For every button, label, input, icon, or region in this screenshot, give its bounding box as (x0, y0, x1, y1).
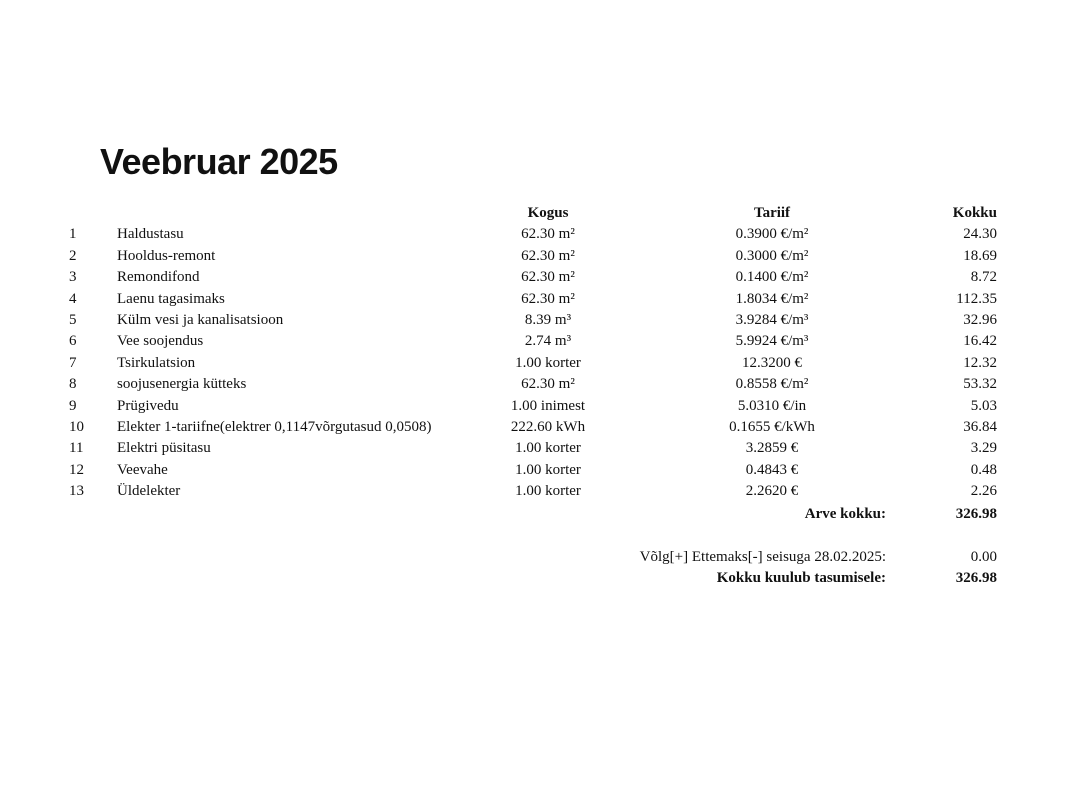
row-total: 53.32 (963, 376, 997, 393)
row-name: Tsirkulatsion (117, 354, 196, 371)
table-row (0, 438, 1066, 459)
row-tariff: 12.3200 € (742, 354, 802, 371)
row-number: 4 (69, 290, 77, 307)
row-tariff: 0.3000 €/m² (735, 247, 809, 264)
row-total: 32.96 (963, 312, 997, 328)
row-tariff: 0.1400 €/m² (735, 269, 809, 286)
row-total: 16.42 (963, 333, 997, 350)
row-quantity: 62.30 m² (521, 290, 575, 307)
row-tariff: 0.1655 €/kWh (729, 419, 815, 435)
row-total: 36.84 (963, 419, 997, 435)
payable-value: 326.98 (955, 570, 997, 586)
row-tariff: 1.8034 €/m² (735, 290, 809, 307)
debt-row (0, 547, 1066, 568)
table-row (0, 289, 1066, 310)
row-tariff: 2.2620 € (745, 483, 799, 500)
row-quantity: 1.00 korter (515, 440, 581, 457)
row-number: 6 (69, 333, 77, 350)
row-tariff: 5.9924 €/m³ (735, 333, 809, 350)
row-quantity: 62.30 m² (521, 376, 575, 393)
row-quantity: 62.30 m² (521, 247, 575, 264)
row-name: Haldustasu (117, 226, 184, 243)
row-tariff: 3.2859 € (745, 440, 799, 457)
row-name: Üldelekter (117, 483, 181, 500)
row-total: 5.03 (970, 397, 997, 414)
row-name: Remondifond (117, 269, 200, 286)
table-row (0, 481, 1066, 502)
table-row (0, 417, 1066, 438)
table-row (0, 374, 1066, 395)
row-name: Hooldus-remont (117, 247, 216, 264)
row-name: Elektri püsitasu (117, 440, 211, 457)
row-tariff: 3.9284 €/m³ (735, 312, 809, 328)
row-total: 0.48 (970, 461, 997, 478)
row-quantity: 2.74 m³ (524, 333, 572, 350)
row-total: 3.29 (970, 440, 997, 457)
row-total: 112.35 (956, 290, 997, 307)
bill-total-label: Arve kokku: (804, 506, 886, 522)
row-name: Külm vesi ja kanalisatsioon (117, 312, 284, 328)
row-name: Vee soojendus (117, 333, 204, 350)
row-quantity: 1.00 korter (515, 461, 581, 478)
row-number: 8 (69, 376, 77, 393)
table-row (0, 460, 1066, 481)
row-quantity: 62.30 m² (521, 226, 575, 243)
row-total: 8.72 (970, 269, 997, 286)
row-name: soojusenergia kütteks (117, 376, 247, 393)
row-number: 2 (69, 247, 77, 264)
row-quantity: 62.30 m² (521, 269, 575, 286)
row-tariff: 0.3900 €/m² (735, 226, 809, 243)
header-quantity: Kogus (527, 205, 569, 221)
row-quantity: 1.00 korter (515, 483, 581, 500)
row-quantity: 1.00 korter (515, 354, 581, 371)
header-total: Kokku (952, 205, 997, 221)
debt-label: Võlg[+] Ettemaks[-] seisuga 28.02.2025: (639, 549, 886, 565)
row-tariff: 5.0310 €/in (737, 397, 807, 414)
bill-total-value: 326.98 (955, 506, 997, 522)
row-total: 18.69 (963, 247, 997, 264)
row-number: 7 (69, 354, 77, 371)
table-row (0, 224, 1066, 245)
row-total: 12.32 (963, 354, 997, 371)
table-row (0, 246, 1066, 267)
row-name: Veevahe (117, 461, 168, 478)
row-total: 24.30 (963, 226, 997, 243)
row-number: 3 (69, 269, 77, 286)
payable-label: Kokku kuulub tasumisele: (716, 570, 886, 586)
row-number: 11 (69, 440, 84, 457)
row-name: Laenu tagasimaks (117, 290, 225, 307)
table-row (0, 331, 1066, 352)
table-header (0, 203, 1066, 224)
row-number: 9 (69, 397, 77, 414)
payable-row (0, 568, 1066, 589)
table-row (0, 353, 1066, 374)
row-tariff: 0.8558 €/m² (735, 376, 809, 393)
row-quantity: 1.00 inimest (510, 397, 586, 414)
row-total: 2.26 (970, 483, 997, 500)
row-quantity: 8.39 m³ (524, 312, 572, 328)
row-number: 1 (69, 226, 77, 243)
page-title: Veebruar 2025 (100, 141, 338, 182)
row-quantity: 222.60 kWh (510, 419, 586, 435)
table-row (0, 310, 1066, 331)
row-name: Prügivedu (117, 397, 179, 414)
header-tariff: Tariif (753, 205, 791, 221)
debt-value: 0.00 (970, 549, 997, 565)
row-number: 12 (69, 461, 84, 478)
table-row (0, 267, 1066, 288)
row-number: 10 (69, 419, 84, 435)
row-number: 5 (69, 312, 77, 328)
table-row (0, 396, 1066, 417)
row-number: 13 (69, 483, 84, 500)
row-name: Elekter 1-tariifne(elektrer 0,1147võrgutasud 0,0508) (117, 419, 432, 435)
bill-total-row (0, 504, 1066, 525)
row-tariff: 0.4843 € (745, 461, 799, 478)
